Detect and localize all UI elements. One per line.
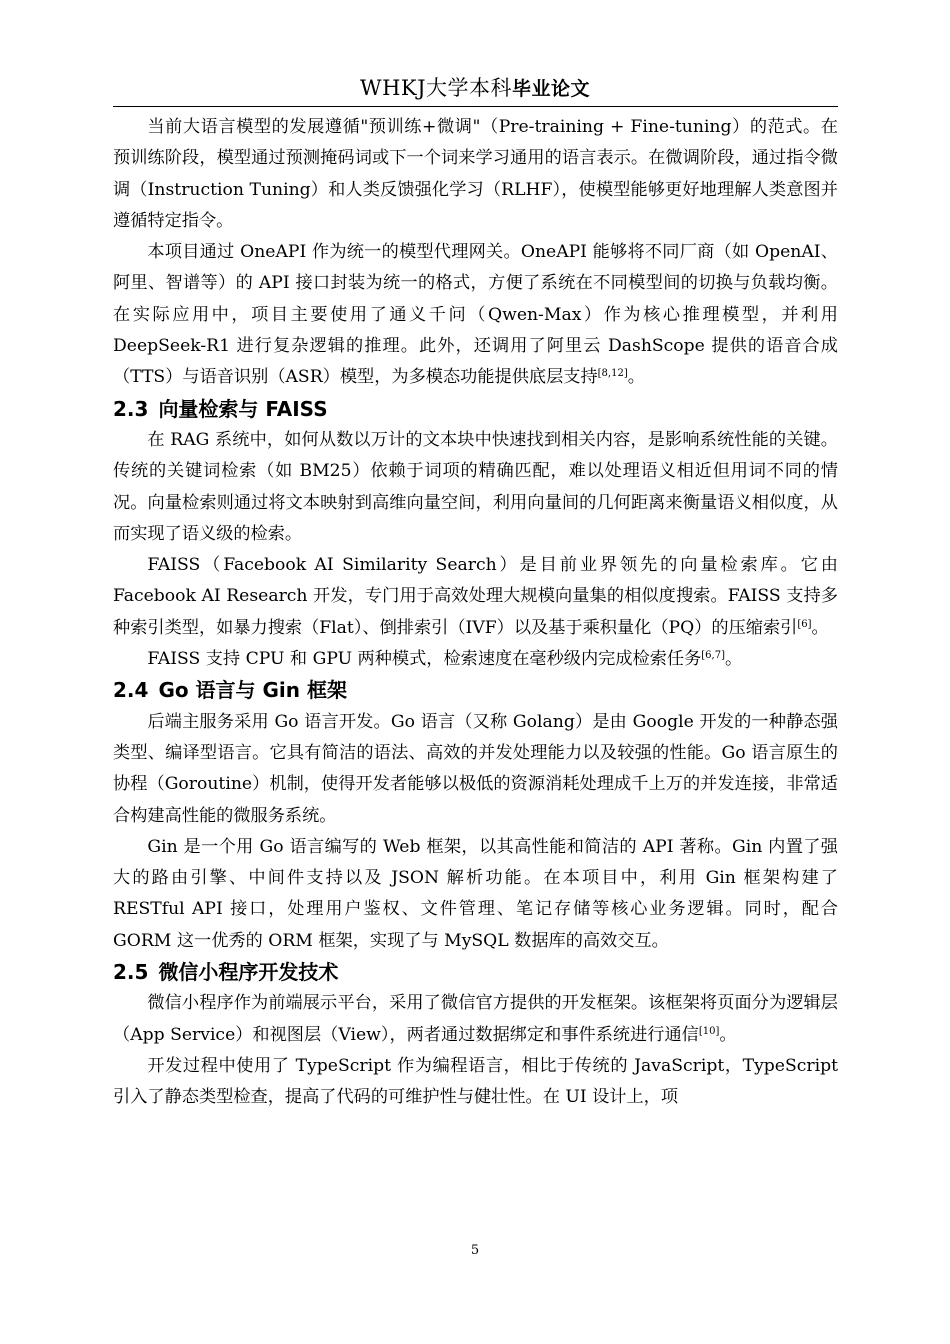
citation[interactable]: [10] — [698, 1025, 720, 1037]
page-body — [113, 112, 838, 1114]
citation[interactable]: [8,12] — [597, 368, 628, 380]
paragraph: FAISS 支持 CPU 和 GPU 两种模式，检索速度在毫秒级内完成检索任务[6,7]。 — [147, 649, 743, 670]
section-heading-2-3: 2.3 向量检索与 FAISS — [113, 396, 328, 421]
page-number: 5 — [470, 1243, 480, 1258]
paragraph: 微信小程序作为前端展示平台，采用了微信官方提供的开发框架。该框架将页面分为逻辑层（App Service）和视图层（View），两者通过数据绑定和事件系统进行通信[10]。 — [113, 993, 838, 1045]
header-title-prefix: WHKJ大学本科 — [359, 76, 512, 100]
header-title-suffix: 毕业论文 — [512, 78, 591, 100]
section-heading-2-4: 2.4 Go 语言与 Gin 框架 — [113, 678, 347, 703]
header-rule — [113, 106, 838, 107]
paragraph: 在 RAG 系统中，如何从数以万计的文本块中快速找到相关内容，是影响系统性能的关键。传统的关键词检索（如 BM25）依赖于词项的精确匹配，难以处理语义相近但用词不同的情况。向量检索则通过将文本映射到高维向量空间，利用向量间的几何距离来衡量语义相似度，从而实现了语义级的检索。 — [113, 429, 838, 544]
citation[interactable]: [6,7] — [701, 650, 725, 662]
section-heading-2-5: 2.5 微信小程序开发技术 — [113, 960, 339, 985]
paragraph: 后端主服务采用 Go 语言开发。Go 语言（又称 Golang）是由 Google 开发的一种静态强类型、编译型语言。它具有简洁的语法、高效的并发处理能力以及较强的性能。Go 语言原生的协程（Goroutine）机制，使得开发者能够以极低的资源消耗处理成千上万的并发连接，非常适合构建高性能的微服务系统。 — [113, 711, 838, 826]
paragraph: 开发过程中使用了 TypeScript 作为编程语言，相比于传统的 JavaScript，TypeScript 引入了静态类型检查，提高了代码的可维护性与健壮性。在 UI 设计上，项 — [113, 1055, 838, 1108]
paragraph: 当前大语言模型的发展遵循"预训练+微调"（Pre-training + Fine-tuning）的范式。在预训练阶段，模型通过预测掩码词或下一个词来学习通用的语言表示。在微调阶段，通过指令微调（Instruction Tuning）和人类反馈强化学习（RLHF），使模型能够更好地理解人类意图并遵循特定指令。 — [113, 117, 838, 231]
paragraph: Gin 是一个用 Go 语言编写的 Web 框架，以其高性能和简洁的 API 著称。Gin 内置了强大的路由引擎、中间件支持以及 JSON 解析功能。在本项目中，利用 Gin 框架构建了 RESTful API 接口，处理用户鉴权、文件管理、笔记存储等核心业务逻辑。同时，配合 GORM 这一优秀的 ORM 框架，实现了与 MySQL 数据库的高效交互。 — [113, 836, 838, 951]
page-header — [0, 72, 950, 102]
paragraph: 本项目通过 OneAPI 作为统一的模型代理网关。OneAPI 能够将不同厂商（如 OpenAI、阿里、智谱等）的 API 接口封装为统一的格式，方便了系统在不同模型间的切换与负载均衡。在实际应用中，项目主要使用了通义千问（Qwen-Max）作为核心推理模型，并利用 DeepSeek-R1 进行复杂逻辑的推理。此外，还调用了阿里云 DashScope 提供的语音合成（TTS）与语音识别（ASR）模型，为多模态功能提供底层支持[8,12]。 — [113, 242, 838, 388]
paragraph: FAISS（Facebook AI Similarity Search）是目前业界领先的向量检索库。它由 Facebook AI Research 开发，专门用于高效处理大规模向量集的相似度搜索。FAISS 支持多种索引类型，如暴力搜索（Flat）、倒排索引（IVF）以及基于乘积量化（PQ）的压缩索引[6]。 — [113, 555, 838, 638]
citation[interactable]: [6] — [797, 618, 812, 630]
